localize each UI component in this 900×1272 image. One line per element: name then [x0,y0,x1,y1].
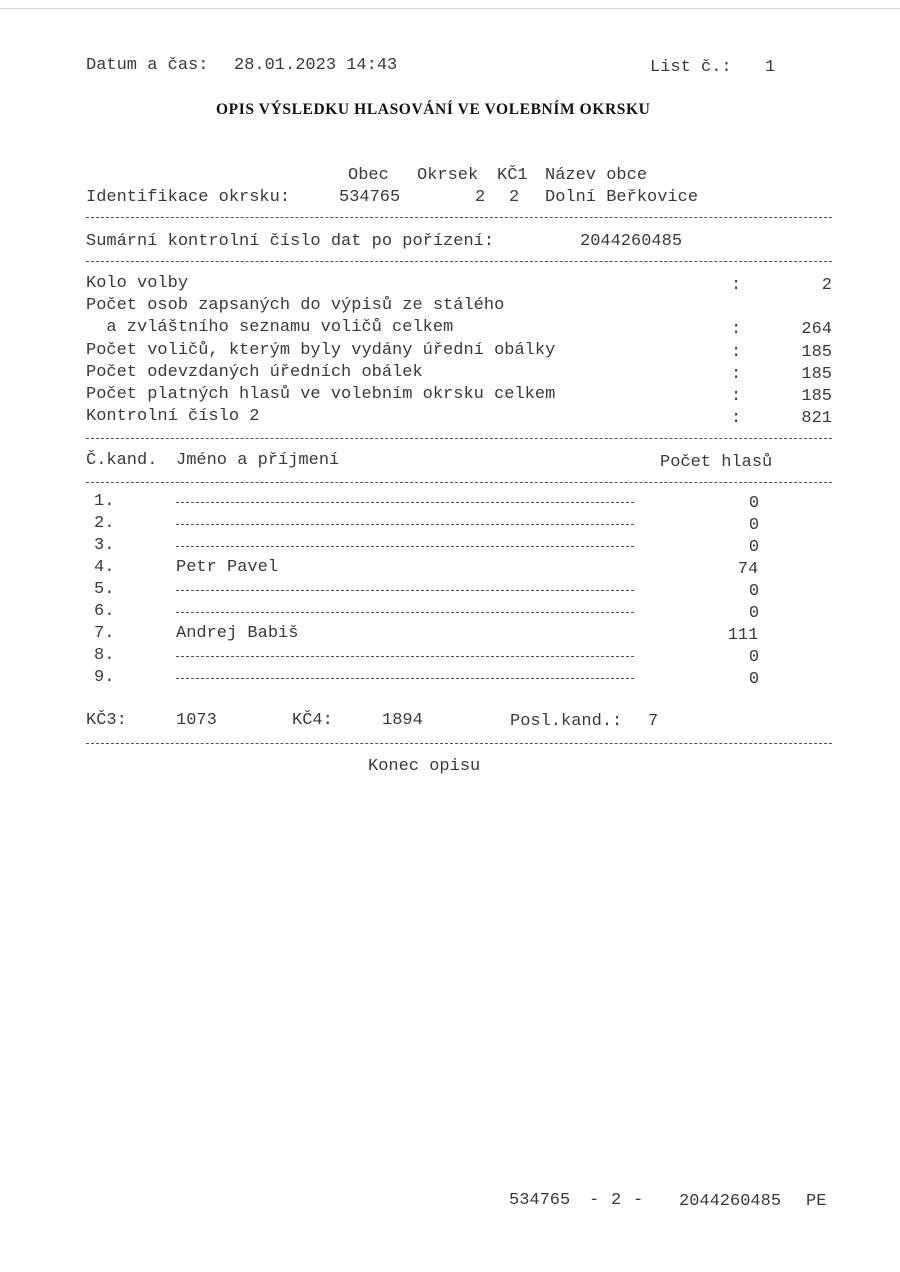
candidate-name-header: Jméno a příjmení [176,451,340,470]
stat-value: 2 [821,276,832,295]
stat-label: Kontrolní číslo 2 [86,407,260,426]
candidate-name: Petr Pavel [176,558,279,577]
candidate-number: 4. [94,558,115,577]
stat-label: Počet osob zapsaných do výpisů ze stálého [86,296,505,315]
stat-value: 821 [801,409,832,428]
col-kc1-header: KČ1 [497,166,528,185]
last-candidate-value: 7 [648,712,659,731]
summary-check-label: Sumární kontrolní číslo dat po pořízení: [86,232,495,251]
candidate-votes: 74 [737,560,759,579]
kc3-value: 1073 [176,711,217,730]
empty-name-line [176,612,634,613]
candidate-votes: 0 [748,670,760,689]
end-text: Konec opisu [368,757,481,776]
empty-name-line [176,656,634,657]
col-obec-header: Obec [348,166,389,185]
stat-value: 264 [801,320,832,339]
stat-value: 185 [801,343,832,362]
separator-rule [86,438,832,439]
stat-value: 185 [801,387,832,406]
kc4-value: 1894 [382,711,423,730]
footer-separator: - [633,1191,644,1210]
candidate-votes: 0 [748,494,760,513]
stat-separator: : [731,343,742,362]
datetime-value: 28.01.2023 14:43 [234,56,398,75]
candidate-number: 2. [94,514,115,533]
kc4-label: KČ4: [292,711,333,730]
sheet-label: List č.: [650,58,732,77]
footer-okrsek: 2 [611,1191,622,1210]
empty-name-line [176,590,634,591]
datetime-label: Datum a čas: [86,56,209,75]
summary-check-value: 2044260485 [580,232,683,251]
candidate-name: Andrej Babiš [176,624,299,643]
col-okrsek-header: Okrsek [417,166,479,185]
scan-edge [0,8,900,9]
stat-label: Kolo volby [86,274,189,293]
candidate-number-header: Č.kand. [86,451,158,470]
col-nazev-header: Název obce [545,166,648,185]
candidate-votes-header: Počet hlasů [660,453,773,472]
candidate-number: 1. [94,492,115,511]
candidate-number: 6. [94,602,115,621]
empty-name-line [176,524,634,525]
footer-suffix: PE [806,1192,827,1211]
document-title: OPIS VÝSLEDKU HLASOVÁNÍ VE VOLEBNÍM OKRSKU [216,101,651,118]
candidate-votes: 0 [748,604,760,623]
sheet-value: 1 [765,58,776,77]
candidate-number: 9. [94,668,115,687]
stat-value: 185 [801,365,832,384]
stat-label: Počet voličů, kterým byly vydány úřední obálky [86,341,556,360]
footer-check: 2044260485 [679,1192,782,1211]
stat-separator: : [731,320,742,339]
footer-separator: - [589,1191,600,1210]
stat-label: a zvláštního seznamu voličů celkem [86,318,454,337]
identification-kc1: 2 [509,188,520,207]
stat-label: Počet platných hlasů ve volebním okrsku celkem [86,385,556,404]
separator-rule [86,261,832,262]
candidate-number: 8. [94,646,115,665]
empty-name-line [176,678,634,679]
candidate-number: 3. [94,536,115,555]
stat-separator: : [731,276,742,295]
separator-rule [86,743,832,744]
stat-separator: : [731,365,742,384]
footer-obec: 534765 [509,1191,571,1210]
stat-label: Počet odevzdaných úředních obálek [86,363,423,382]
identification-nazev: Dolní Beřkovice [545,188,699,207]
identification-obec: 534765 [339,188,401,207]
separator-rule [86,482,832,483]
stat-separator: : [731,387,742,406]
empty-name-line [176,502,634,503]
stat-separator: : [731,409,742,428]
separator-rule [86,217,832,218]
candidate-votes: 111 [727,626,759,645]
empty-name-line [176,546,634,547]
candidate-votes: 0 [748,516,760,535]
identification-okrsek: 2 [475,188,486,207]
identification-label: Identifikace okrsku: [86,188,291,207]
candidate-number: 5. [94,580,115,599]
candidate-votes: 0 [748,648,760,667]
candidate-votes: 0 [748,582,760,601]
kc3-label: KČ3: [86,711,127,730]
candidate-number: 7. [94,624,115,643]
candidate-votes: 0 [748,538,760,557]
last-candidate-label: Posl.kand.: [510,712,623,731]
